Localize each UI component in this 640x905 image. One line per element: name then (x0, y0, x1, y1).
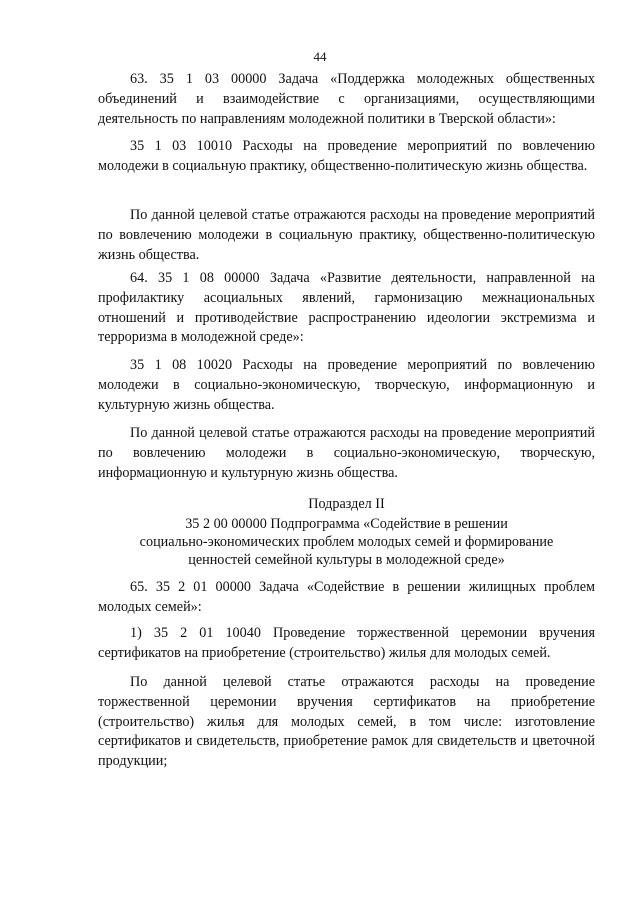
task-65-item-1-paragraph: 1) 35 2 01 10040 Проведение торжественной церемонии вручения сертификатов на приобретение (строительство) жилья для молодых семей. (98, 625, 595, 661)
subprogram-title-line-1: 35 2 00 00000 Подпрограмма «Содействие в решении (185, 516, 508, 532)
task-64-paragraph: 64. 35 1 08 00000 Задача «Развитие деятельности, направленной на профилактику асоциальных явлений, гармонизацию межнациональных отношений и противодействие распространению идеологии экстремизма и терроризма в молодежной среде»: (98, 270, 595, 346)
page-number: 44 (313, 49, 327, 64)
task-64-description-paragraph: По данной целевой статье отражаются расходы на проведение мероприятий по вовлечению молодежи в социально-экономическую, творческую, информационную и культурную жизнь общества. (98, 425, 595, 481)
task-65-description-paragraph: По данной целевой статье отражаются расходы на проведение торжественной церемонии вручения сертификатов на приобретение (строительство) жилья для молодых семей, в том числе: изготовление сертификатов и свидетельств, приобретение рамок для свидетельств и цветочной продукции; (98, 674, 595, 770)
task-63-code-paragraph: 35 1 03 10010 Расходы на проведение мероприятий по вовлечению молодежи в социальную практику, общественно-политическую жизнь общества. (98, 138, 595, 174)
task-63-paragraph: 63. 35 1 03 00000 Задача «Поддержка молодежных общественных объединений и взаимодействие с организациями, осуществляющими деятельность по направлениям молодежной политики в Тверской области»: (98, 71, 595, 127)
subprogram-title-line-2: социально-экономических проблем молодых семей и формирование (139, 534, 554, 550)
subprogram-title-line-3: ценностей семейной культуры в молодежной среде» (188, 552, 505, 568)
task-63-description-paragraph: По данной целевой статье отражаются расходы на проведение мероприятий по вовлечению молодежи в социальную практику, общественно-политическую жизнь общества. (98, 207, 595, 263)
subsection-heading: Подраздел II (308, 496, 385, 512)
task-65-paragraph: 65. 35 2 01 00000 Задача «Содействие в решении жилищных проблем молодых семей»: (98, 579, 595, 615)
task-64-code-paragraph: 35 1 08 10020 Расходы на проведение мероприятий по вовлечению молодежи в социально-экономическую, творческую, информационную и культурную жизнь общества. (98, 357, 595, 413)
